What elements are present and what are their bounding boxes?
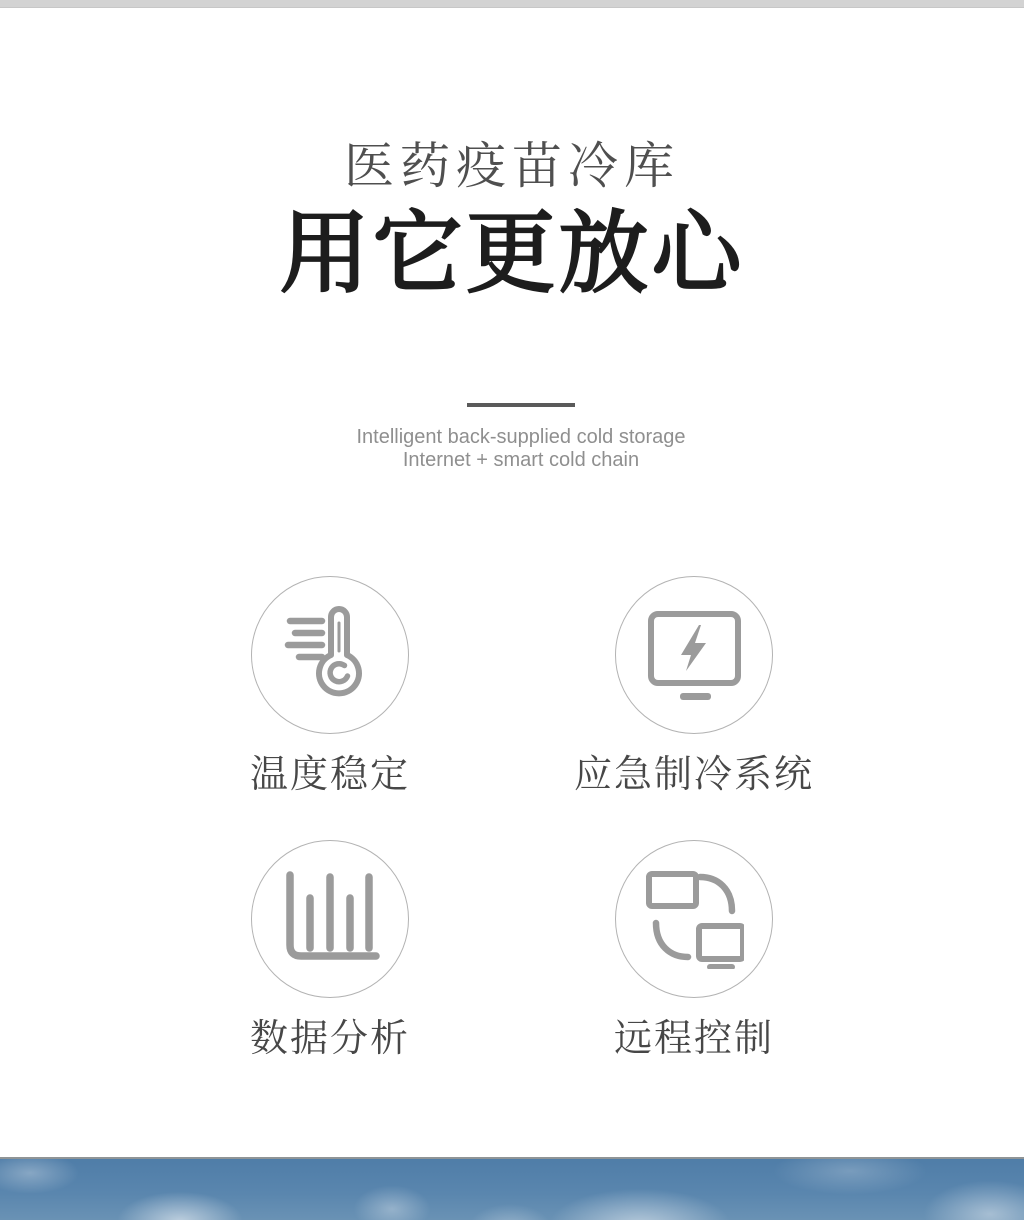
thermometer-icon xyxy=(280,605,380,705)
page-subtitle: 医药疫苗冷库 xyxy=(344,138,680,194)
feature-label: 应急制冷系统 xyxy=(573,754,814,796)
title-divider xyxy=(467,403,575,407)
top-divider-bar xyxy=(0,0,1024,8)
page-title: 用它更放心 xyxy=(279,204,745,304)
feature-circle xyxy=(615,840,773,998)
feature-temperature-stability xyxy=(148,576,512,799)
feature-circle xyxy=(615,576,773,734)
remote-sync-icon xyxy=(644,869,744,969)
tagline-line-1: Intelligent back-supplied cold storage xyxy=(356,426,686,448)
feature-emergency-cooling xyxy=(512,576,876,799)
feature-circle xyxy=(251,840,409,998)
feature-remote-control xyxy=(512,840,876,1063)
emergency-power-monitor-icon xyxy=(644,605,744,705)
feature-label: 温度稳定 xyxy=(249,754,410,796)
feature-label: 远程控制 xyxy=(613,1018,774,1060)
feature-label: 数据分析 xyxy=(249,1018,410,1060)
feature-grid xyxy=(148,576,876,1063)
feature-data-analysis xyxy=(148,840,512,1063)
bar-chart-icon xyxy=(280,869,380,969)
tagline xyxy=(0,426,1024,472)
tagline-line-2: Internet + smart cold chain xyxy=(402,449,640,471)
feature-circle xyxy=(251,576,409,734)
sky-photo-band xyxy=(0,1157,1024,1220)
